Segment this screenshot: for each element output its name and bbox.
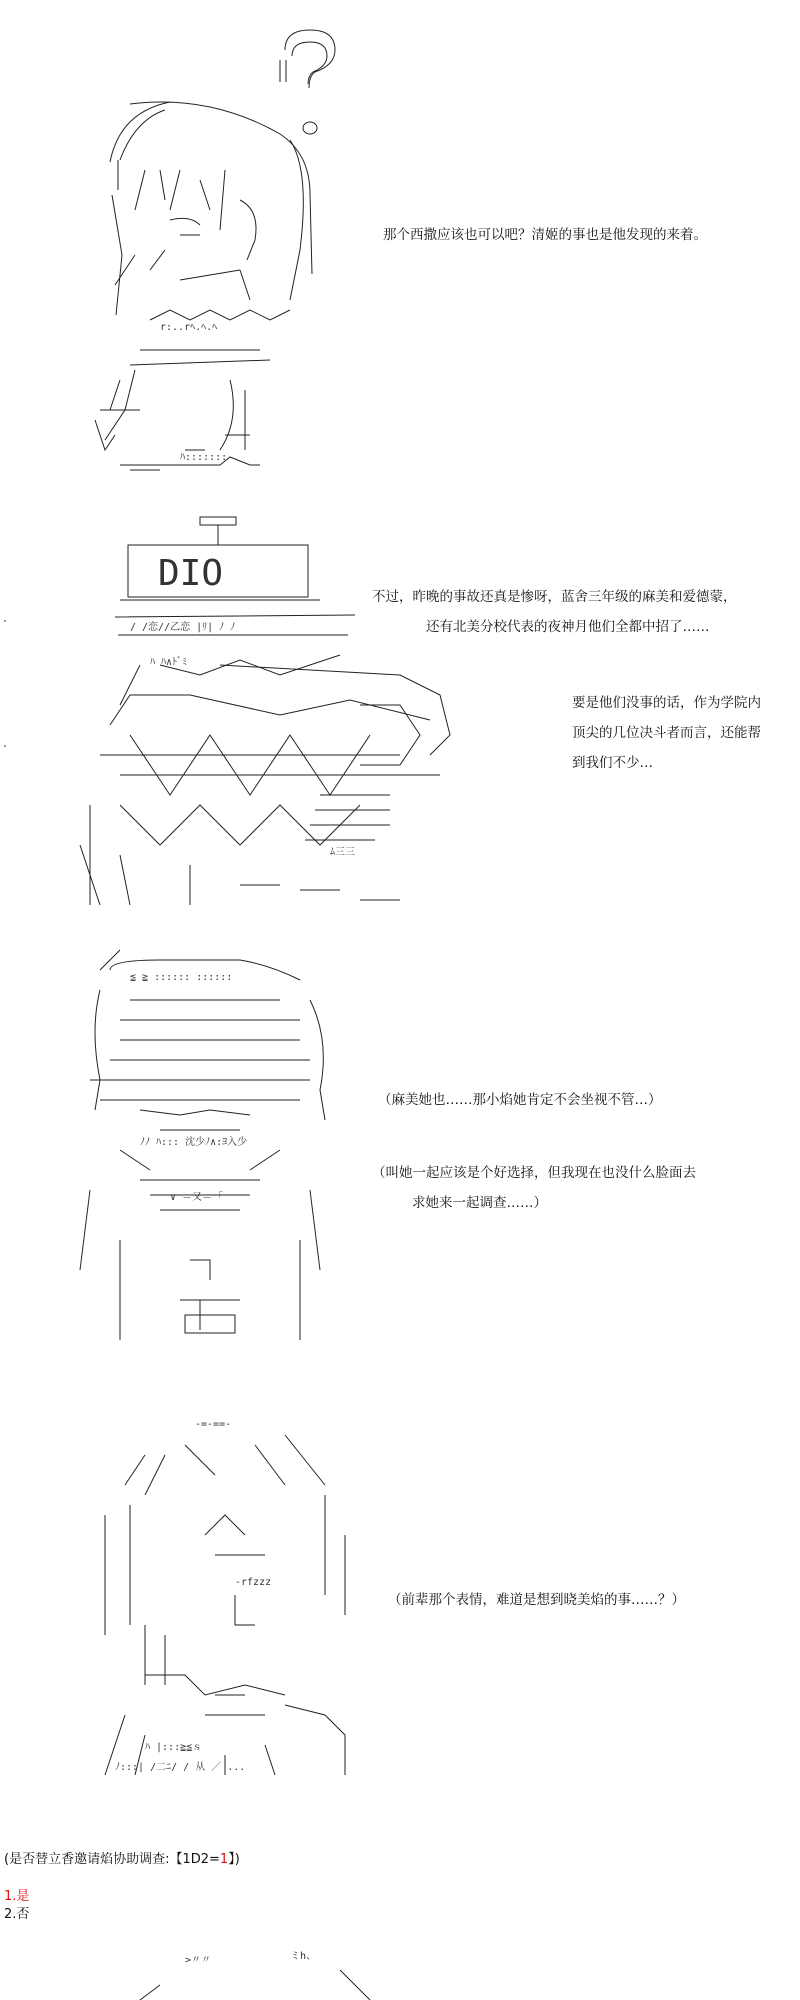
dialog-line: 要是他们没事的话，作为学院内 [572, 695, 761, 711]
prompt-text: (是否替立香邀请焰协助调查:【1D2= [4, 1852, 220, 1867]
edge-mark [4, 745, 6, 747]
choice-1 [4, 1885, 29, 1904]
dialog-line: （麻美她也……那小焰她肯定不会坐视不管…） [378, 1092, 662, 1108]
dice-result: 1 [219, 1852, 229, 1867]
choice-2 [4, 1903, 29, 1922]
vote-prompt [4, 1848, 240, 1867]
svg-text:/ /恋//乙恋 |ﾘ| ﾉ ﾉ: / /恋//乙恋 |ﾘ| ﾉ ﾉ [130, 622, 236, 633]
svg-text:ﾊ:::::::: ﾊ::::::: [180, 452, 228, 463]
choice-label: 2.否 [4, 1907, 30, 1922]
dialog-line: 不过，昨晚的事故还真是惨呀，蓝舍三年级的麻美和爱德蒙， [372, 589, 737, 605]
svg-text:ﾊ ﾊ∧ﾄﾞﾐ: ﾊ ﾊ∧ﾄﾞﾐ [150, 657, 188, 668]
svg-text:∨ ＝又＝ ｢: ∨ ＝又＝ ｢ [170, 1192, 224, 1203]
dialog-text-6 [388, 1585, 685, 1615]
dialog-text-4 [378, 1085, 662, 1115]
choice-label: 1.是 [4, 1889, 30, 1904]
svg-text:>〃〃: >〃〃 [185, 1955, 212, 1966]
dialog-line: 顶尖的几位决斗者而言，还能帮 [572, 725, 761, 741]
svg-text:ﾉ:::| /二ﾆ/ / 从 ／ ...: ﾉ:::| /二ﾆ/ / 从 ／ ... [115, 1762, 246, 1773]
panel-5-ascii-art [120, 1945, 380, 2000]
dialog-text-3 [572, 688, 761, 778]
edge-mark [4, 620, 6, 622]
dialog-text-2 [372, 582, 737, 642]
panel-2-ascii-art [60, 505, 450, 905]
svg-text:r:..rﾍ.ﾍ.ﾍ: r:..rﾍ.ﾍ.ﾍ [160, 322, 218, 333]
dialog-line: （前辈那个表情，难道是想到晓美焰的事……？） [388, 1592, 685, 1608]
svg-text:ﾊ |:::≧≦ｓ: ﾊ |:::≧≦ｓ [145, 1742, 203, 1753]
svg-text:ﾉﾉ ﾊ::: 沈少ﾉ∧:ﾖ入少: ﾉﾉ ﾊ::: 沈少ﾉ∧:ﾖ入少 [140, 1137, 248, 1148]
panel-1-ascii-art [40, 20, 340, 480]
svg-text:ﾑ三三: ﾑ三三 [330, 847, 355, 858]
dio-sign-text: DIO [158, 553, 224, 594]
svg-text:-rfzzz: -rfzzz [235, 1577, 272, 1588]
dialog-line: 还有北美分校代表的夜神月他们全都中招了…… [426, 619, 710, 635]
svg-text:ミh、: ミh、 [290, 1951, 317, 1962]
dialog-text-1 [383, 220, 707, 250]
svg-text:-=-==-: -=-==- [195, 1419, 232, 1430]
svg-text:≦ ≧ :::::: ::::::: ≦ ≧ :::::: :::::: [130, 972, 233, 983]
panel-4-ascii-art [85, 1415, 385, 1775]
dialog-line: 那个西撒应该也可以吧？清姬的事也是他发现的来着。 [383, 227, 707, 243]
dialog-line: 到我们不少… [572, 755, 653, 771]
dialog-line: （叫她一起应该是个好选择，但我现在也没什么脸面去 [372, 1165, 696, 1181]
dialog-line: 求她来一起调查……） [412, 1195, 547, 1211]
prompt-close: 】) [228, 1852, 240, 1867]
dialog-text-5 [372, 1158, 696, 1218]
panel-3-ascii-art [50, 940, 340, 1340]
